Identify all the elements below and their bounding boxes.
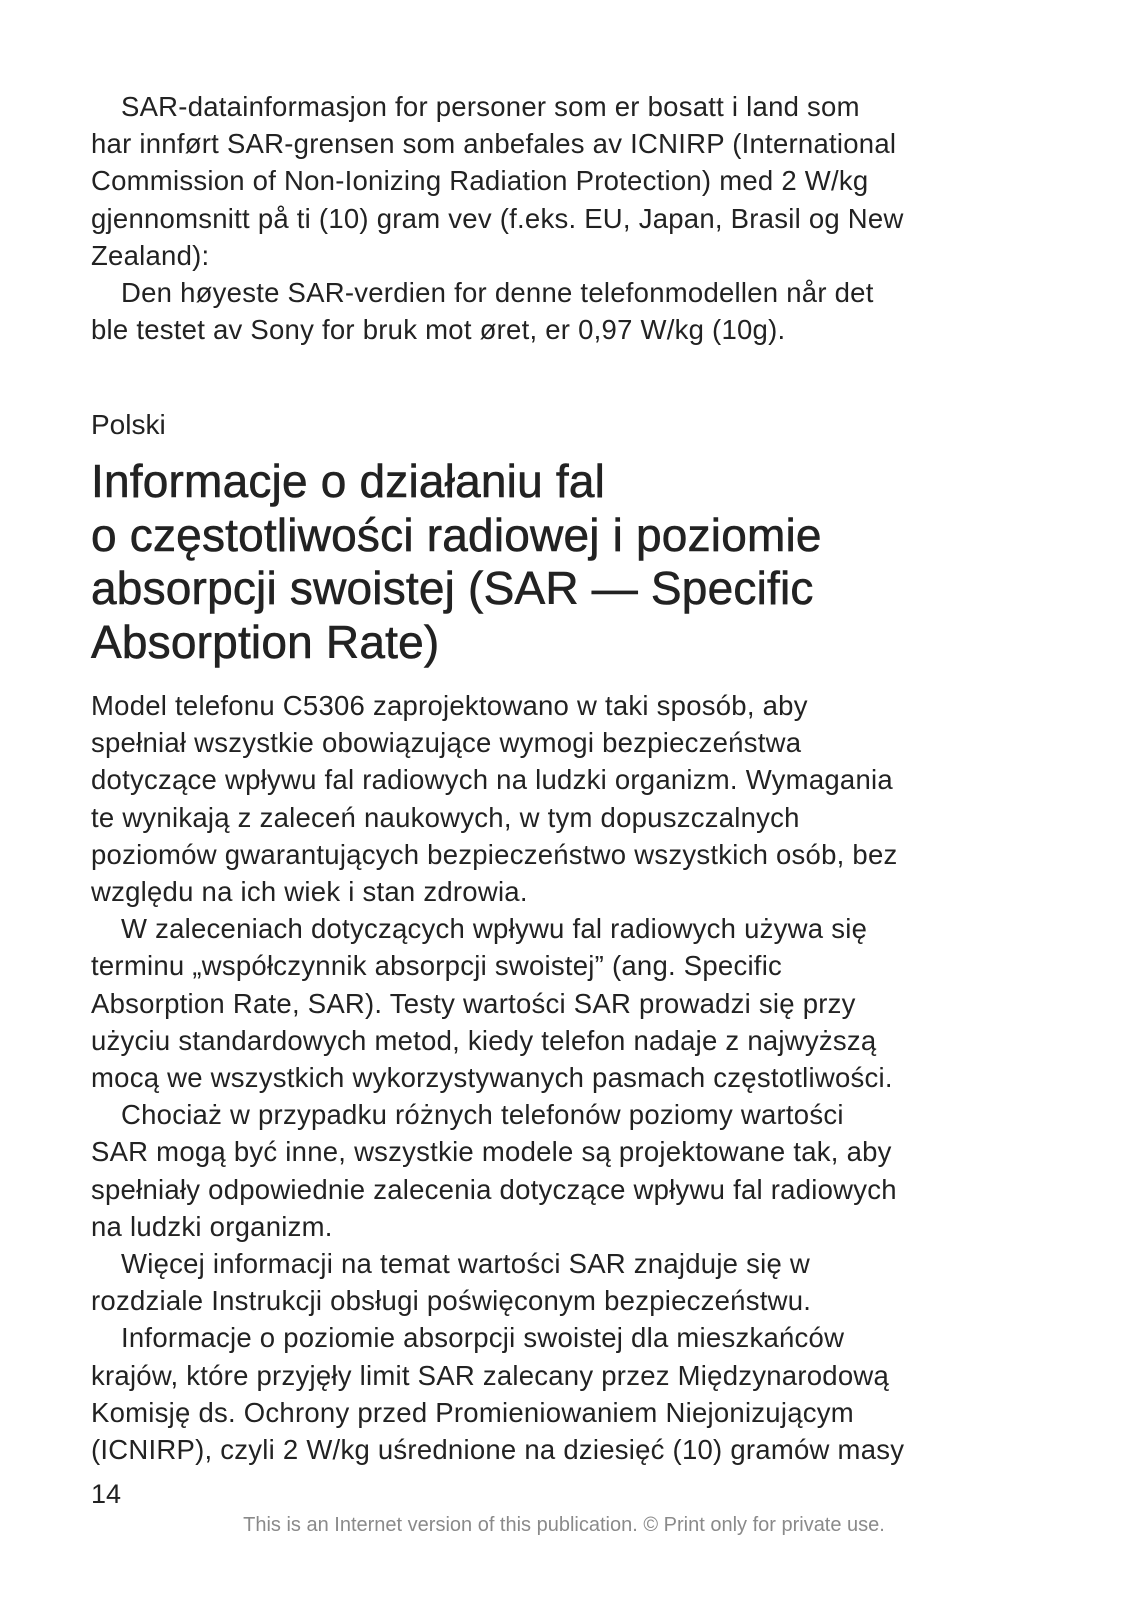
text-line: ble testet av Sony for bruk mot øret, er 0,97 W/kg (10g).	[91, 314, 786, 346]
text-line: W zaleceniach dotyczących wpływu fal radiowych używa się	[121, 913, 868, 945]
polish-body	[91, 687, 1051, 1468]
footer-note: This is an Internet version of this publication. © Print only for private use.	[243, 1514, 885, 1536]
text-line: Komisję ds. Ochrony przed Promieniowaniem Niejonizującym	[91, 1396, 854, 1428]
text-line: poziomów gwarantujących bezpieczeństwo wszystkich osób, bez	[91, 838, 898, 870]
text-line: dotyczące wpływu fal radiowych na ludzki organizm. Wymagania	[91, 764, 893, 796]
text-line: na ludzki organizm.	[91, 1210, 333, 1242]
text-line: (ICNIRP), czyli 2 W/kg uśrednione na dziesięć (10) gramów masy	[91, 1434, 905, 1466]
heading-line: absorpcji swoistej (SAR — Specific	[91, 562, 814, 614]
text-line: Informacje o poziomie absorpcji swoistej dla mieszkańców	[121, 1322, 845, 1354]
heading-line: Absorption Rate)	[91, 615, 440, 668]
paragraph	[91, 1096, 1051, 1245]
text-line: te wynikają z zaleceń naukowych, w tym dopuszczalnych	[91, 801, 800, 833]
text-line: Den høyeste SAR-verdien for denne telefonmodellen når det	[121, 277, 874, 309]
text-line: Commission of Non-Ionizing Radiation Protection) med 2 W/kg	[91, 165, 869, 197]
language-label: Polski	[91, 409, 166, 440]
text-line: terminu „współczynnik absorpcji swoistej” (ang. Specific	[91, 950, 783, 982]
text-line: Więcej informacji na temat wartości SAR znajduje się w	[121, 1248, 811, 1280]
heading-line: o częstotliwości radiowej i poziomie	[91, 508, 822, 561]
paragraph	[91, 687, 1051, 910]
text-line: SAR mogą być inne, wszystkie modele są projektowane tak, aby	[91, 1136, 892, 1168]
text-line: Absorption Rate, SAR). Testy wartości SAR prowadzi się przy	[91, 987, 856, 1019]
text-line: mocą we wszystkich wykorzystywanych pasmach częstotliwości.	[91, 1062, 893, 1094]
norwegian-section	[91, 88, 1051, 348]
paragraph	[91, 1245, 1051, 1319]
heading-line: Informacje o działaniu fal	[91, 455, 606, 507]
paragraph	[91, 1319, 1051, 1468]
text-line: Model telefonu C5306 zaprojektowano w taki sposób, aby	[91, 690, 808, 721]
paragraph	[91, 910, 1051, 1096]
text-line: spełniał wszystkie obowiązujące wymogi bezpieczeństwa	[91, 727, 802, 759]
text-line: względu na ich wiek i stan zdrowia.	[91, 876, 528, 908]
text-line: krajów, które przyjęły limit SAR zalecany przez Międzynarodową	[91, 1359, 890, 1391]
text-line: Zealand):	[91, 239, 210, 271]
paragraph	[91, 88, 1051, 274]
text-line: gjennomsnitt på ti (10) gram vev (f.eks. EU, Japan, Brasil og New	[91, 202, 904, 234]
paragraph	[91, 274, 1051, 348]
section-heading	[91, 455, 822, 669]
text-line: spełniały odpowiednie zalecenia dotyczące wpływu fal radiowych	[91, 1173, 897, 1205]
text-line: rozdziale Instrukcji obsługi poświęconym bezpieczeństwu.	[91, 1285, 812, 1317]
page-number: 14	[91, 1479, 122, 1509]
text-line: SAR-datainformasjon for personer som er bosatt i land som	[121, 91, 860, 122]
text-line: Chociaż w przypadku różnych telefonów poziomy wartości	[121, 1099, 844, 1131]
text-line: har innført SAR-grensen som anbefales av ICNIRP (International	[91, 128, 897, 160]
text-line: użyciu standardowych metod, kiedy telefon nadaje z najwyższą	[91, 1024, 877, 1056]
